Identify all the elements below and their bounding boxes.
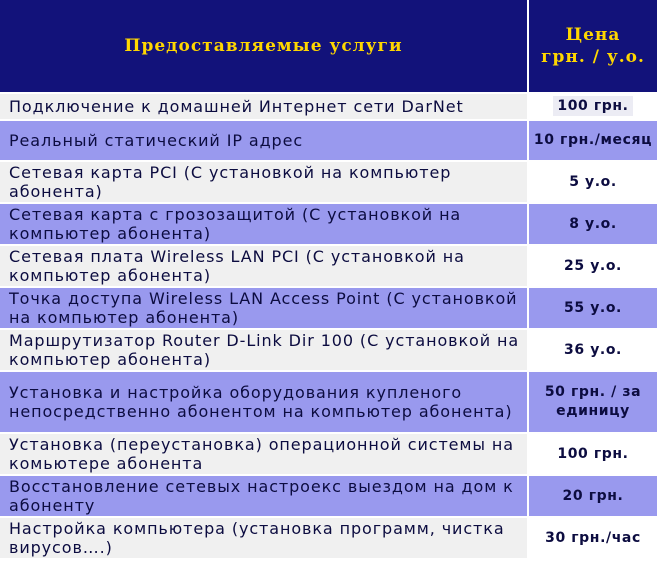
table-row <box>0 476 657 518</box>
table-row <box>0 246 657 288</box>
table-row <box>0 162 657 204</box>
price-cell: 20 грн. <box>529 476 657 518</box>
service-cell: Сетевая карта с грозозащитой (С установкой на компьютер абонента) <box>0 204 529 246</box>
price-header <box>529 0 657 94</box>
price-cell: 36 у.о. <box>529 330 657 372</box>
price-cell: 50 грн. / за единицу <box>529 372 657 434</box>
service-cell: Сетевая карта PCI (С установкой на компьютер абонента) <box>0 162 529 204</box>
price-header-line2: грн. / у.о. <box>541 47 645 67</box>
header-row <box>0 0 657 94</box>
price-cell: 100 грн. <box>529 434 657 476</box>
service-cell: Маршрутизатор Router D-Link Dir 100 (С установкой на компьютер абонента) <box>0 330 529 372</box>
price-value: 100 грн. <box>553 96 632 116</box>
service-cell: Настройка компьютера (установка программ, чистка вирусов….) <box>0 518 529 560</box>
table-row <box>0 288 657 330</box>
table-row <box>0 94 657 121</box>
service-cell: Сетевая плата Wireless LAN PCI (С установкой на компьютер абонента) <box>0 246 529 288</box>
service-cell: Подключение к домашней Интернет сети DarNet <box>0 94 529 121</box>
service-cell: Точка доступа Wireless LAN Access Point (С установкой на компьютер абонента) <box>0 288 529 330</box>
table-row <box>0 121 657 162</box>
service-cell: Установка и настройка оборудования купленого непосредственно абонентом на компьютер абонента) <box>0 372 529 434</box>
price-cell: 5 у.о. <box>529 162 657 204</box>
price-cell <box>529 94 657 121</box>
service-cell: Установка (переустановка) операционной системы на комьютере абонента <box>0 434 529 476</box>
price-cell: 55 у.о. <box>529 288 657 330</box>
price-cell: 30 грн./час <box>529 518 657 560</box>
table-row <box>0 434 657 476</box>
table-row <box>0 204 657 246</box>
price-cell: 8 у.о. <box>529 204 657 246</box>
service-cell: Реальный статический IP адрес <box>0 121 529 162</box>
services-header: Предоставляемые услуги <box>0 0 529 94</box>
service-cell: Восстановление сетевых настроекс выездом на дом к абоненту <box>0 476 529 518</box>
table-row <box>0 330 657 372</box>
table-row <box>0 372 657 434</box>
price-cell: 25 у.о. <box>529 246 657 288</box>
table-row <box>0 518 657 560</box>
price-header-line1: Цена <box>565 25 621 45</box>
price-cell: 10 грн./месяц <box>529 121 657 162</box>
